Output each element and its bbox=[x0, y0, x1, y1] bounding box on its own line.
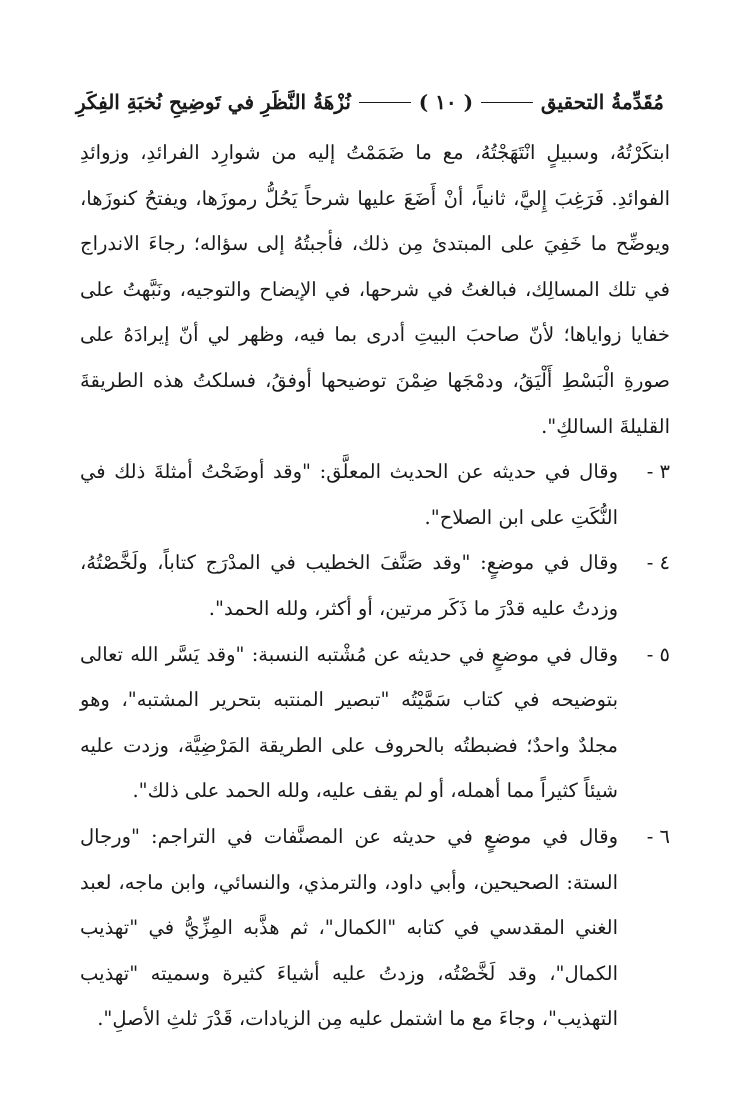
item-number: ٤ - bbox=[646, 551, 670, 575]
item-number: ٣ - bbox=[646, 460, 670, 484]
section-title: مُقَدِّمةُ التحقيق bbox=[540, 90, 664, 114]
item-text: وقال في موضعٍ في حديثه عن المصنَّفات في التراجم: "ورجال الستة: الصحيحين، وأبي داود، والترمذي، والنسائي، وابن ماجه، لعبد الغني المقدسي في كتابه "الكمال"، ثم هذَّبه المِزِّيُّ في "تهذيب الكمال"، وقد لَخَّصْتُه، وزدتُ عليه أشياءَ كثيرة وسميته "تهذيب التهذيب"، وجاءَ مع ما اشتمل عليه مِن الزيادات، قَدْرَ ثلثِ الأصلِ". bbox=[80, 824, 618, 1031]
list-item bbox=[80, 540, 670, 631]
body-text bbox=[80, 130, 670, 1042]
list-item bbox=[80, 449, 670, 540]
header-rule-left bbox=[359, 102, 411, 103]
item-text: وقال في موضعٍ: "وقد صَنَّفَ الخطيب في المدْرَج كتاباً، ولَخَّصْتُهُ، وزدتُ عليه قدْرَ ما ذَكَر مرتين، أو أكثر، ولله الحمد". bbox=[80, 551, 618, 620]
page-number: ( ١٠ ) bbox=[418, 90, 474, 114]
book-title: نُزْهَةُ النَّظَرِ في تَوضِيحِ نُخبَةِ الفِكَرِ bbox=[76, 90, 351, 114]
item-number: ٥ - bbox=[646, 642, 670, 666]
list-item bbox=[80, 814, 670, 1042]
intro-paragraph: ابتكَرْتُهُ، وسبيلٍ انْتَهَجْتُهُ، مع ما ضَمَمْتُ إليه من شوارِد الفرائدِ، وزوائدِ الفوائدِ. فَرَغِبَ إِليَّ، ثانياً، أنْ أَضَعَ عليها شرحاً يَحُلُّ رموزَها، ويفتحُ كنوزَها، ويوضِّح ما خَفِيَ على المبتدئ مِن ذلك، فأجبتُهُ إلى سؤاله؛ رجاءَ الاندراج في تلك المسالِك، فبالغتُ في شرحها، في الإيضاح والتوجيه، ونَبَّهتُ على خفايا زواياها؛ لأنّ صاحبَ البيتِ أدرى بما فيه، وظهر لي أنّ إيرادَهُ على صورةِ الْبَسْطِ أَلْيَقُ، ودمْجَها ضِمْنَ توضيحها أوفقُ، فسلكتُ هذه الطريقةَ القليلةَ السالكِ". bbox=[80, 141, 670, 438]
header-rule-right bbox=[481, 102, 533, 103]
item-number: ٦ - bbox=[646, 824, 670, 848]
item-text: وقال في حديثه عن الحديث المعلَّق: "وقد أوضَحْتُ أمثلةَ ذلك في النُّكَتِ على ابن الصلاح". bbox=[80, 460, 618, 529]
item-text: وقال في موضعٍ في حديثه عن مُشْتبه النسبة: "وقد يَسَّر الله تعالى بتوضيحه في كتاب سَمَّيْتُه "تبصير المنتبه بتحرير المشتبه"، وهو مجلدٌ واحدٌ؛ فضبطتُه بالحروف على الطريقة المَرْضِيَّة، وزدت عليه شيئاً كثيراً مما أهمله، أو لم يقف عليه، ولله الحمد على ذلك". bbox=[80, 642, 618, 803]
running-header bbox=[76, 84, 664, 120]
list-item bbox=[80, 632, 670, 814]
